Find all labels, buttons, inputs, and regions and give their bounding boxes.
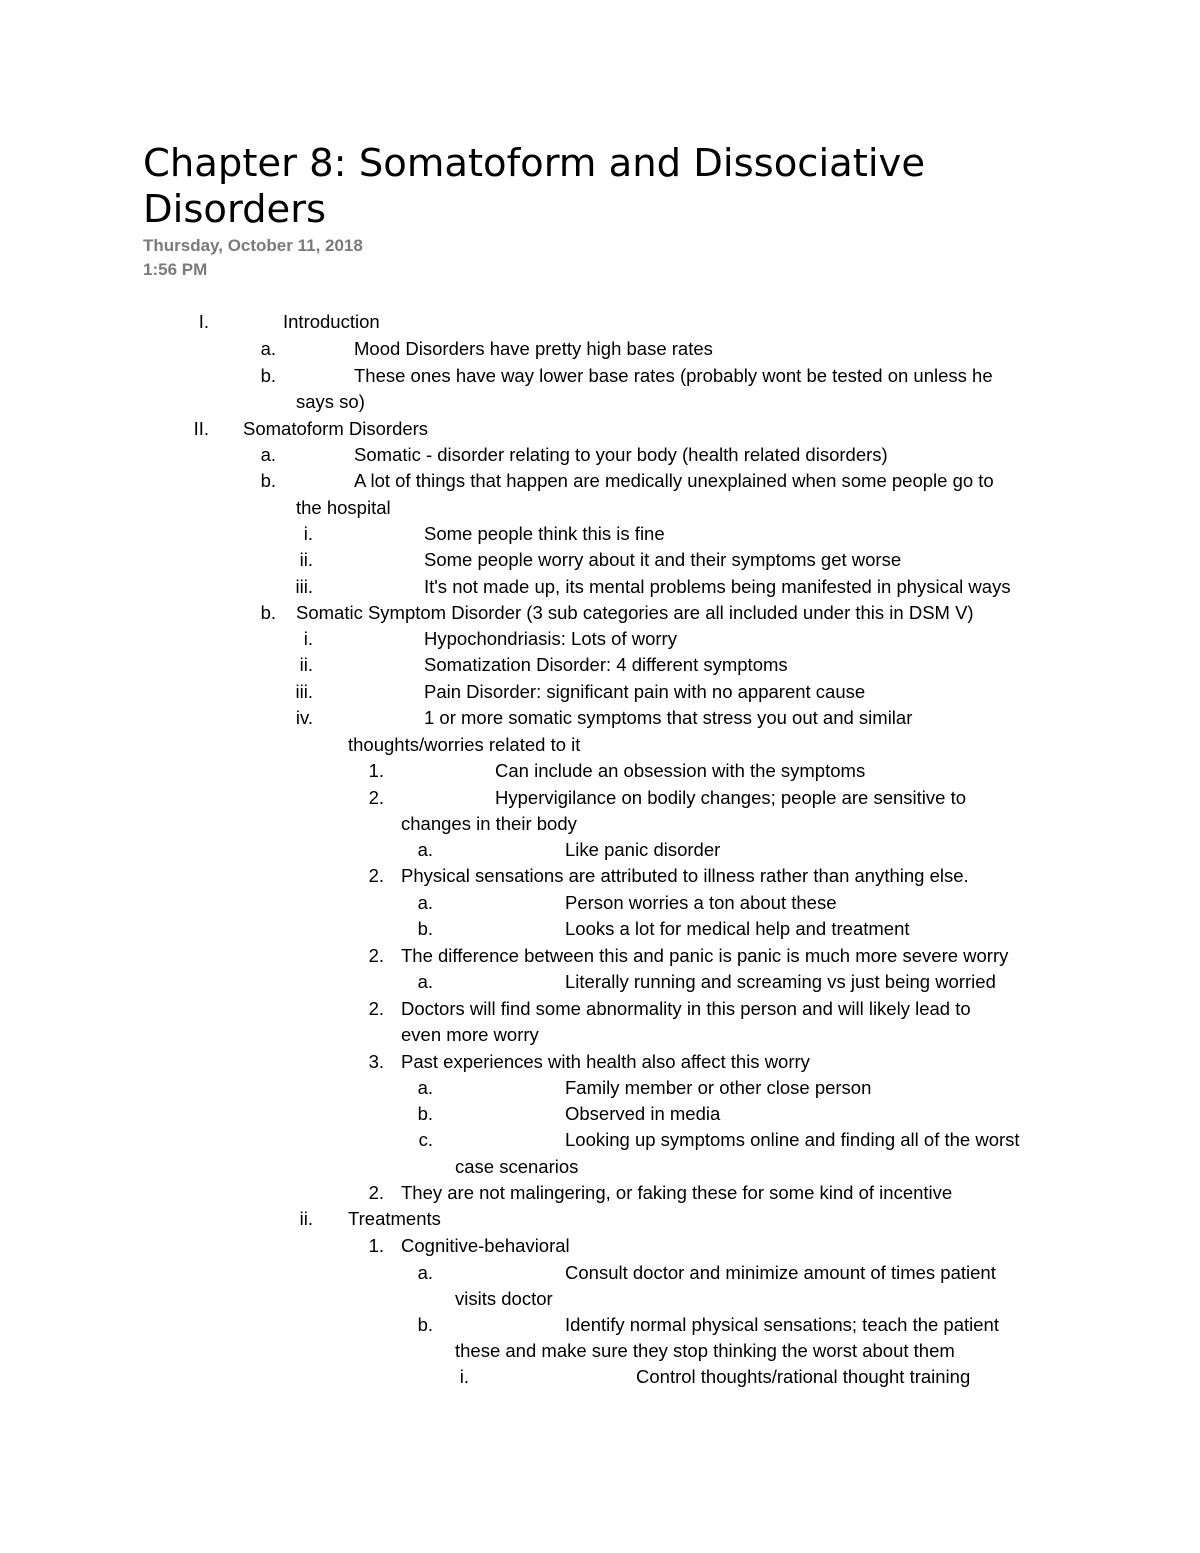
note-date: Thursday, October 11, 2018 (143, 236, 363, 255)
outline-item-text: case scenarios (455, 1156, 579, 1177)
outline-marker: 2. (368, 787, 384, 808)
outline-item-text: Introduction (283, 311, 380, 332)
outline-item-text: Physical sensations are attributed to illness rather than anything else. (401, 865, 969, 886)
outline-item-text: visits doctor (455, 1288, 553, 1309)
outline-marker: 3. (368, 1051, 384, 1072)
outline-item-text: It's not made up, its mental problems being manifested in physical ways (424, 576, 1011, 597)
outline-marker: b. (260, 470, 276, 491)
outline-marker: i. (303, 628, 313, 649)
outline-item-text: thoughts/worries related to it (348, 734, 581, 755)
outline-marker: a. (417, 839, 433, 860)
outline-marker: b. (417, 1314, 433, 1335)
outline-item-text: changes in their body (401, 813, 577, 834)
outline-marker: ii. (299, 549, 313, 570)
outline-item-text: The difference between this and panic is panic is much more severe worry (401, 945, 1009, 966)
outline-marker: I. (198, 311, 209, 332)
outline-marker: a. (417, 892, 433, 913)
outline-marker: a. (417, 1262, 433, 1283)
outline-item-text: Some people worry about it and their symptoms get worse (424, 549, 902, 570)
outline-marker: a. (260, 444, 276, 465)
outline-item-text: Some people think this is fine (424, 523, 665, 544)
outline-item-text: says so) (296, 391, 365, 412)
outline-item-text: Looks a lot for medical help and treatment (565, 918, 910, 939)
outline-item-text: these and make sure they stop thinking the worst about them (455, 1340, 955, 1361)
outline-marker: b. (260, 602, 276, 623)
outline-marker: c. (418, 1129, 433, 1150)
outline-marker: 2. (368, 865, 384, 886)
outline-item-text: Hypervigilance on bodily changes; people are sensitive to (495, 787, 967, 808)
outline-item-text: Identify normal physical sensations; teach the patient (565, 1314, 999, 1335)
outline-marker: b. (417, 1103, 433, 1124)
outline-item-text: Can include an obsession with the symptoms (495, 760, 866, 781)
outline-marker: iii. (295, 681, 313, 702)
note-time: 1:56 PM (143, 260, 208, 279)
outline-item-text: Treatments (348, 1208, 441, 1229)
outline-item-text: Somatization Disorder: 4 different symptoms (424, 654, 788, 675)
outline-item-text: Like panic disorder (565, 839, 721, 860)
outline-item-text: Observed in media (565, 1103, 721, 1124)
outline-item-text: Somatoform Disorders (243, 418, 429, 439)
outline-marker: 2. (368, 945, 384, 966)
outline-item-text: the hospital (296, 497, 391, 518)
outline-item-text: Family member or other close person (565, 1077, 872, 1098)
outline-marker: a. (417, 971, 433, 992)
outline-marker: II. (193, 418, 209, 439)
outline-item-text: Doctors will find some abnormality in this person and will likely lead to (401, 998, 971, 1019)
outline-marker: ii. (299, 654, 313, 675)
outline-item-text: Cognitive-behavioral (401, 1235, 570, 1256)
outline-marker: a. (260, 338, 276, 359)
outline-marker: 1. (368, 1235, 384, 1256)
outline-item-text: They are not malingering, or faking these for some kind of incentive (401, 1182, 953, 1203)
outline-marker: i. (459, 1366, 469, 1387)
outline-marker: 2. (368, 1182, 384, 1203)
outline-item-text: Looking up symptoms online and finding all of the worst (565, 1129, 1020, 1150)
page-title: Chapter 8: Somatoform and Dissociative Disorders (143, 141, 926, 232)
outline-item-text: Mood Disorders have pretty high base rates (354, 338, 713, 359)
outline-marker: a. (417, 1077, 433, 1098)
outline-item-text: A lot of things that happen are medically unexplained when some people go to (354, 470, 994, 491)
outline-item-text: Somatic Symptom Disorder (3 sub categories are all included under this in DSM V) (296, 602, 974, 623)
outline-marker: iv. (295, 707, 313, 728)
outline-marker: iii. (295, 576, 313, 597)
outline-item-text: Hypochondriasis: Lots of worry (424, 628, 677, 649)
outline-item-text: Control thoughts/rational thought training (636, 1366, 971, 1387)
outline-item-text: Past experiences with health also affect this worry (401, 1051, 810, 1072)
outline-marker: b. (260, 365, 276, 386)
outline-item-text: even more worry (401, 1024, 539, 1045)
outline-item-text: Consult doctor and minimize amount of times patient (565, 1262, 996, 1283)
outline-item-text: Somatic - disorder relating to your body (health related disorders) (354, 444, 888, 465)
outline-marker: 2. (368, 998, 384, 1019)
outline-item-text: 1 or more somatic symptoms that stress you out and similar (424, 707, 913, 728)
outline-marker: ii. (299, 1208, 313, 1229)
outline-item-text: Literally running and screaming vs just being worried (565, 971, 996, 992)
outline-item-text: Pain Disorder: significant pain with no apparent cause (424, 681, 866, 702)
outline-marker: i. (303, 523, 313, 544)
outline-item-text: These ones have way lower base rates (probably wont be tested on unless he (354, 365, 993, 386)
outline-marker: 1. (368, 760, 384, 781)
outline-item-text: Person worries a ton about these (565, 892, 837, 913)
outline-marker: b. (417, 918, 433, 939)
